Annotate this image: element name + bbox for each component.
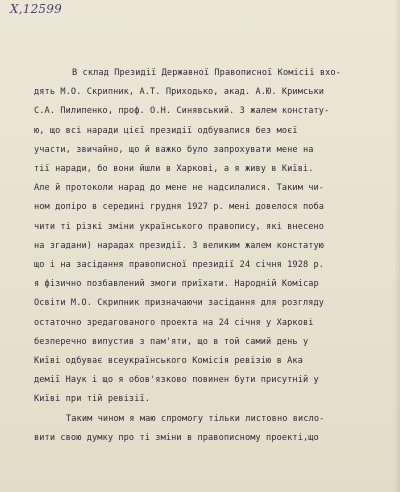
text-line: що і на засідання правописної президії 24 січня 1928 р. xyxy=(34,260,325,271)
text-line: дять М.О. Скрипник, А.Т. Приходько, акад. А.Ю. Кримськи xyxy=(34,87,325,98)
text-line: безперечно випустив з пам'яти, що в той самий день у xyxy=(34,336,309,347)
page-edge-shadow xyxy=(394,0,400,492)
text-line: ю, що всі наради цієї президії одбувалися без моєї xyxy=(34,125,298,136)
text-line: тії наради, бо вони йшли в Харкові, а я живу в Київі. xyxy=(34,164,314,175)
text-line: Таким чином я маю спромогу тільки листовно висло- xyxy=(66,413,325,424)
text-line: остаточно зредагованого проекта на 24 січня у Харкові xyxy=(34,317,314,328)
text-line: Освіти М.О. Скрипник призначаючи засідання для розгляду xyxy=(34,298,325,309)
text-line: С.А. Пилипенко, проф. О.Н. Синявський. З жалем констату- xyxy=(34,106,330,117)
text-line: вити свою думку про ті зміни в правописному проекті,що xyxy=(34,432,319,443)
text-line: я фізично позбавлений змоги приїхати. Народній Комісар xyxy=(34,279,319,290)
text-line: Київі при тій ревізії. xyxy=(34,394,151,405)
text-line: чити ті різкі зміни українського правопису, які внесено xyxy=(34,221,325,232)
document-body xyxy=(34,64,394,448)
text-line: В склад Президії Державної Правописної Комісії вхо- xyxy=(72,68,341,78)
text-line: Київі одбуває всеукраїнського Комісія ревізію в Ака xyxy=(34,356,303,367)
text-line: Але й протоколи нарад до мене не надсилалися. Таким чи- xyxy=(34,183,325,194)
text-line: участи, звичайно, що й важко було запрохувати мене на xyxy=(34,144,314,155)
text-line: демії Наук і що я обов'язково повинен бути присутній у xyxy=(34,375,319,386)
text-line: ном допіро в середині грудня 1927 р. мені довелося поба xyxy=(34,202,325,213)
text-line: на згадани) нарадах президії. З великим жалем констатую xyxy=(34,240,325,251)
archive-number: Х,12599 xyxy=(10,2,62,16)
